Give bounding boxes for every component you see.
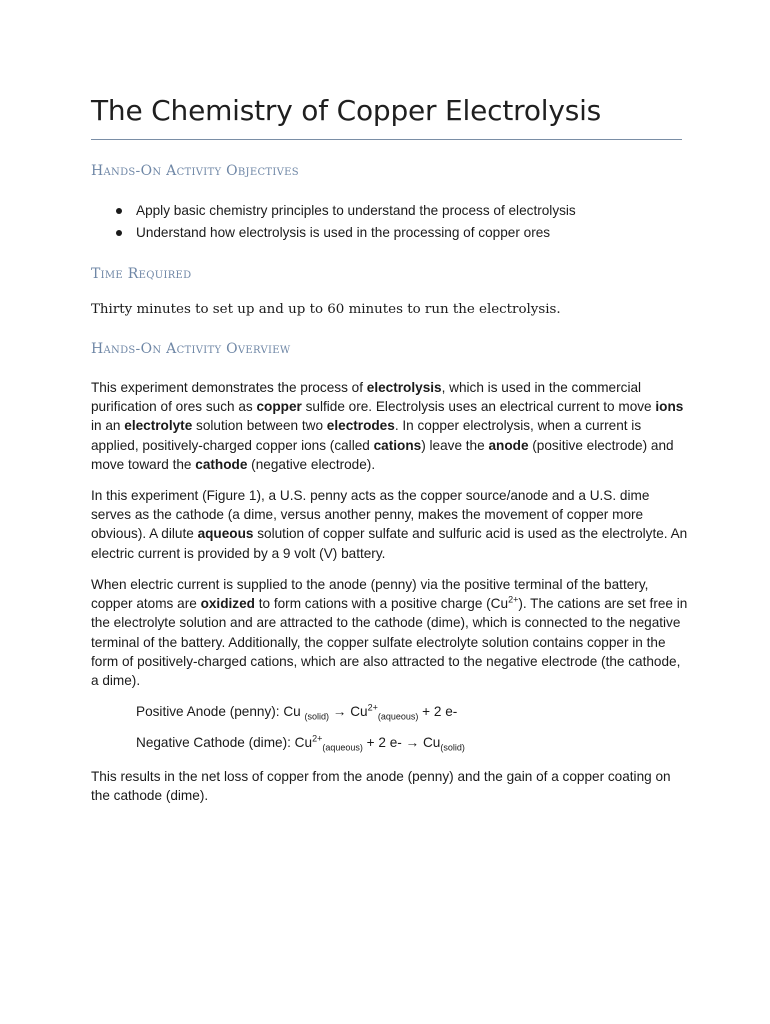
objectives-list <box>91 200 576 244</box>
time-required-text: Thirty minutes to set up and up to 60 minutes to run the electrolysis. <box>91 302 561 317</box>
anode-equation: Positive Anode (penny): Cu $_{(solid)} \to Cu^{2+}_{(aqueous)} + 2$ e- <box>136 702 458 722</box>
overview-paragraph-1: This experiment demonstrates the process of electrolysis, which is used in the commercial purification of ores such as copper sulfide ore. Electrolysis uses an electrical current to move ions in an electrolyte solution between two electrodes. In copper electrolysis, when a current is applied, positively-charged copper ions (called cations) leave the anode (positive electrode) and move toward the cathode (negative electrode). <box>91 380 684 472</box>
page-title: The Chemistry of Copper Electrolysis <box>91 94 602 127</box>
overview-paragraph-3: When electric current is supplied to the anode (penny) via the positive terminal of the battery, copper atoms are oxidized to form cations with a positive charge $(Cu^{2+})$. The cations are set free in the electrolyte solution and are attracted to the cathode (dime), which is connected to the negative terminal of the battery. Additionally, the copper sulfate electrolyte solution contains copper in the form of positively-charged cations, which are also attracted to the negative electrode (the cathode, a dime). <box>91 577 688 689</box>
overview-heading: Hands-On Activity Overview <box>91 341 291 357</box>
arrow-right-icon: + 2 e- → <box>362 735 423 750</box>
arrow-right-icon: → <box>329 704 351 719</box>
overview-paragraph-2: In this experiment (Figure 1), a U.S. penny acts as the copper source/anode and a U.S. dime serves as the cathode (a dime, versus another penny, makes the movement of copper more obvious). A dilute aqueous solution of copper sulfate and sulfuric acid is used as the electrolyte. An electric current is provided by a 9 volt (V) battery. <box>91 488 688 561</box>
title-divider <box>91 139 682 140</box>
cathode-equation: Negative Cathode (dime): $Cu^{2+}_{(aqueous)} + 2$ $e- \to Cu_{(solid)}$ <box>136 733 465 753</box>
list-item: Apply basic chemistry principles to understand the process of electrolysis <box>91 200 576 222</box>
time-required-heading: Time Required <box>91 266 192 282</box>
list-item: Understand how electrolysis is used in the processing of copper ores <box>91 222 576 244</box>
overview-paragraph-4: This results in the net loss of copper from the anode (penny) and the gain of a copper coating on the cathode (dime). <box>91 769 671 804</box>
objectives-heading: Hands-On Activity Objectives <box>91 163 299 179</box>
